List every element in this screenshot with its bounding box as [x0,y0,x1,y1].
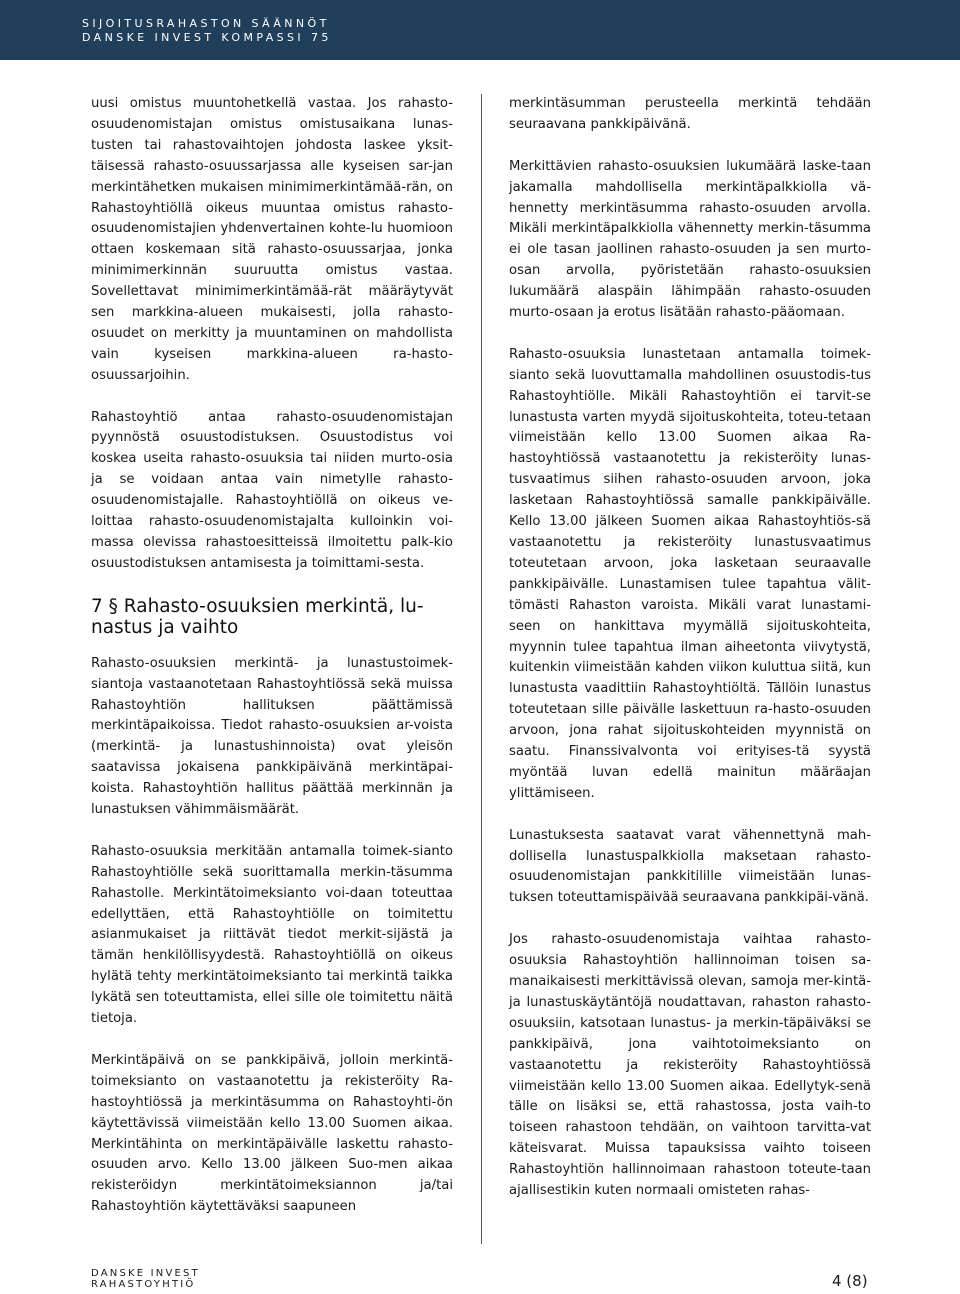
paragraph: Rahasto-osuuksia merkitään antamalla toimek-sianto Rahastoyhtiölle sekä suorittamalla merkin-täsumma Rahastolle. Merkintätoimeksianto voi-daan toteuttaa edellyttäen, että Rahastoyhtiölle on toimitettu asianmukaiset ja riittävät tiedot merkit-sijästä ja tämän henkilöllisyydestä. Rahastoyhtiöllä on oikeus hylätä tehty merkintätoimeksianto tai merkintä taikka lykätä sen toteuttamista, ellei sille ole toimitettu näitä tietoja. [91,843,453,1027]
paragraph: Rahastoyhtiö antaa rahasto-osuudenomistajan pyynnöstä osuustodistuksen. Osuustodistus voi koskea useita rahasto-osuuksia tai niiden murto-osia ja se voidaan antaa vain nimetylle rahasto-osuudenomistajalle. Rahastoyhtiöllä on oikeus ve-loittaa rahasto-osuudenomistajalta kulloinkin voi-massa olevissa rahastoesitteissä ilmoitettu palk-kio osuustodistuksen antamisesta ja toimittami-sesta. [91,409,453,571]
paragraph: Lunastuksesta saatavat varat vähennettynä mah-dollisella lunastuspalkkiolla maksetaan rahasto-osuudenomistajan pankkitilille viimeistään lunas-tuksen toteuttamispäivää seuraavana pankkipäi-vänä. [509,827,871,906]
left-text-column [91,94,453,1239]
right-text-column [509,94,871,1223]
footer-brand [91,1268,200,1290]
document-header-band [0,0,960,60]
page-number: 4 (8) [832,1272,868,1290]
footer-brand-line1: DANSKE INVEST [91,1268,200,1279]
paragraph: Merkittävien rahasto-osuuksien lukumäärä laske-taan jakamalla mahdollisella merkintäpalkkiolla vä-hennetty merkintäsumma rahasto-osuuden arvolla. Mikäli merkintäpalkkiolla vähennetty merkin-täsumma ei ole tasan jaollinen rahasto-osuuden ja sen murto-osan arvolla, pyöristetään rahasto-osuuksien lukumäärä alaspäin lähimpään rahasto-osuuden murto-osaan ja erotus lisätään rahasto-pääomaan. [509,158,871,321]
header-subtitle: DANSKE INVEST KOMPASSI 75 [82,31,332,44]
paragraph: Merkintäpäivä on se pankkipäivä, jolloin merkintä-toimeksianto on vastaanotettu ja rekisteröity Ra-hastoyhtiössä ja merkintäsumma on Rahastoyhti-ön käytettävissä viimeistään kello 13.00 Suomen aikaa. Merkintähinta on merkintäpäivälle laskettu rahasto-osuuden arvo. Kello 13.00 jälkeen Suo-men aikaa rekisteröidyn merkintätoimeksiannon ja/tai Rahastoyhtiön käytettäväksi saapuneen [91,1052,453,1215]
paragraph: merkintäsumman perusteella merkintä tehdään seuraavana pankkipäivänä. [509,96,871,132]
paragraph: Jos rahasto-osuudenomistaja vaihtaa rahasto-osuuksia Rahastoyhtiön hallinnoiman toisen sa-manaikaisesti merkittävissä olevan, samoja mer-kintä- ja lunastuskäytäntöjä noudattavan, rahaston rahasto-osuuksiin, katsotaan lunastus- ja merkin-täpäiväksi se pankkipäivä, jona vaihtotoimeksianto on vastaanotettu ja rekisteröity Rahastoyhtiössä viimeistään kello 13.00 Suomen aikaa. Edellytyk-senä tälle on lisäksi se, että rahastossa, josta vaih-to toiseen rahastoon tehdään, on vaihtoon tarvitta-vat käteisvarat. Muissa tapauksissa vaihto toiseen Rahastoyhtiön hallinnoimaan rahastoon toteute-taan ajallisestikin kuten normaali omisteten rahas- [509,932,871,1199]
paragraph: uusi omistus muuntohetkellä vastaa. Jos rahasto-osuudenomistajan omistus omistusaikana lunas-tusten tai rahastovaihtojen johdosta laskee yksit-täisessä rahasto-osuussarjassa alle kyseisen sar-jan merkintähetken mukaisen minimimerkintämää-rän, on Rahastoyhtiöllä oikeus muuntaa omistus rahasto-osuudenomistajien yhdenvertainen kohte-lu huomioon ottaen koskemaan sitä rahasto-osuussarjaa, jonka minimimerkinnän suuruutta omistus vastaa. Sovellettavat minimimerkintämää-rät määräytyvät sen markkina-alueen mukaisesti, jolla rahasto-osuudet on merkitty ja muuntaminen on mahdollista vain kyseisen markkina-alueen ra-hasto-osuussarjoihin. [91,96,453,383]
column-divider [481,94,482,1244]
paragraph: Rahasto-osuuksia lunastetaan antamalla toimek-sianto sekä luovuttamalla mahdollinen osuustodis-tus Rahastoyhtiölle. Mikäli Rahastoyhtiön ei tarvit-se lunastusta varten myydä sijoituskohteita, toteu-tetaan viimeistään kello 13.00 Suomen aikaa Ra-hastoyhtiössä vastaanotettu ja rekisteröity lunas-tusvaatimus siihen rahasto-osuuden arvoon, joka lasketaan Rahastoyhtiössä samalle pankkipäivälle. Kello 13.00 jälkeen Suomen aikaa Rahastoyhtiös-sä vastaanotettu ja rekisteröity lunastusvaatimus toteutetaan arvoon, joka lasketaan seuraavalle pankkipäivälle. Lunastamisen tulee tapahtua välit-tömästi Rahaston varoista. Mikäli varat lunastami-seen on hankittava myymällä sijoituskohteita, myynnin tulee tapahtua ilman aiheetonta viivytystä, kuitenkin viimeistään kahden viikon kuluttua siitä, kun lunastusta vaadittiin Rahastoyhtiöltä. Tällöin lunastus toteutetaan sille päivälle laskettuun ra-hasto-osuuden arvoon, jona rahat sijoituskohteiden myynnistä on saatu. Finanssivalvonta voi erityises-tä syystä myöntää luvan edellä mainitun määräajan ylittämiseen. [509,346,871,801]
header-title: SIJOITUSRAHASTON SÄÄNNÖT [82,17,330,30]
section-heading: 7 § Rahasto-osuuksien merkintä, lu-nastus ja vaihto [91,595,424,638]
footer-brand-line2: RAHASTOYHTIÖ [91,1279,196,1290]
paragraph: Rahasto-osuuksien merkintä- ja lunastustoimek-siantoja vastaanotetaan Rahastoyhtiössä sekä muissa Rahastoyhtiön hallituksen päättämissä merkintäpaikoissa. Tiedot rahasto-osuuksien ar-voista (merkintä- ja lunastushinnoista) ovat yleisön saatavissa jokaisena pankkipäivänä merkintäpai-koista. Rahastoyhtiön hallitus päättää merkinnän ja lunastuksen vähimmäismäärät. [91,655,453,818]
